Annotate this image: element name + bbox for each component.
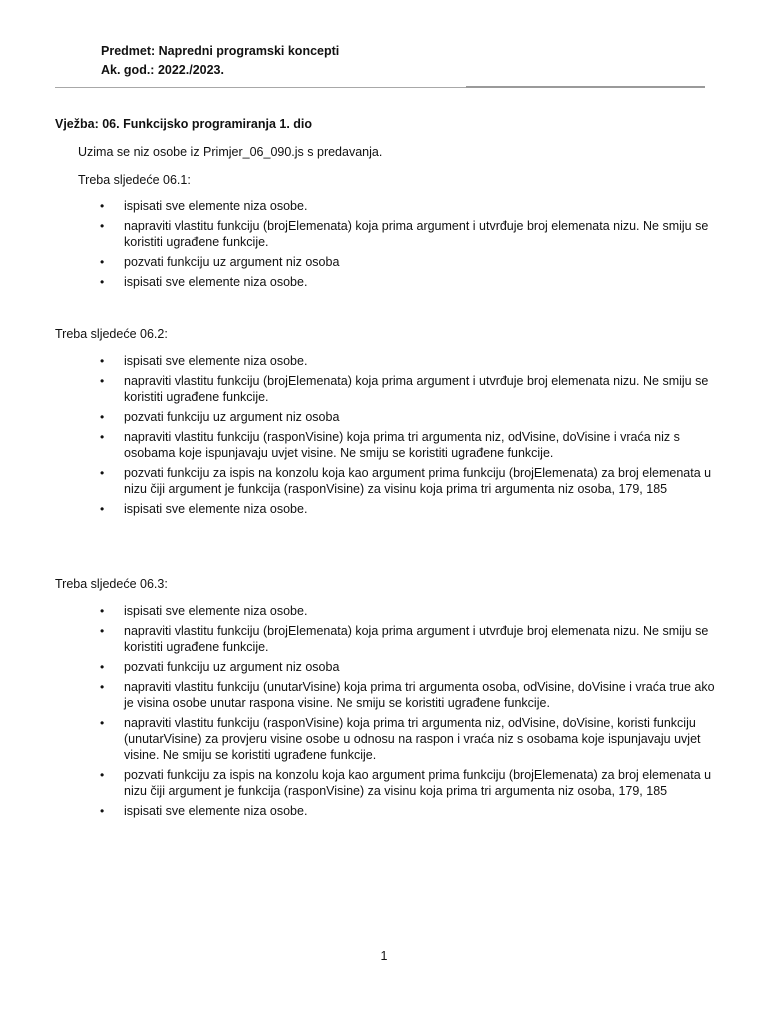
bullet-icon: • xyxy=(100,199,105,213)
bullet-icon: • xyxy=(100,354,105,368)
list-item-text: napraviti vlastitu funkciju (rasponVisine) koja prima tri argumenta niz, odVisine, doVisine, koristi funkciju (unutarVisine) za provjeru visine osobe u odnosu na raspon i vraća niz s osobama koje ispunjavaju uvjet visine. Ne smiju se koristiti ugrađene funkcije. xyxy=(124,716,701,762)
list-item-text: ispisati sve elemente niza osobe. xyxy=(124,804,308,818)
task-list-06-1 xyxy=(100,198,720,294)
bullet-icon: • xyxy=(100,680,105,694)
list-item-text: napraviti vlastitu funkciju (brojElemenata) koja prima argument i utvrđuje broj elemenata nizu. Ne smiju se koristiti ugrađene funkcije. xyxy=(124,374,709,404)
list-item xyxy=(100,659,720,675)
list-item xyxy=(100,501,720,517)
header-divider-accent xyxy=(466,86,705,88)
bullet-icon: • xyxy=(100,430,105,444)
task-list-06-2 xyxy=(100,353,720,521)
course-name: Predmet: Napredni programski koncepti xyxy=(101,44,340,58)
list-item-text: napraviti vlastitu funkciju (unutarVisine) koja prima tri argumenta osoba, odVisine, doVisine i vraća true ako je visina osobe unutar raspona visine. Ne smiju se koristiti ugrađene funkcije. xyxy=(124,680,715,710)
list-item xyxy=(100,465,720,497)
bullet-icon: • xyxy=(100,255,105,269)
list-item xyxy=(100,803,720,819)
list-item-text: ispisati sve elemente niza osobe. xyxy=(124,354,308,368)
bullet-icon: • xyxy=(100,660,105,674)
list-item-text: ispisati sve elemente niza osobe. xyxy=(124,275,308,289)
bullet-icon: • xyxy=(100,219,105,233)
list-item-text: napraviti vlastitu funkciju (rasponVisine) koja prima tri argumenta niz, odVisine, doVisine i vraća niz s osobama koje ispunjavaju uvjet visine. Ne smiju se koristiti ugrađene funkcije. xyxy=(124,430,680,460)
page-number: 1 xyxy=(380,949,388,963)
exercise-title: Vježba: 06. Funkcijsko programiranja 1. dio xyxy=(55,117,313,131)
list-item-text: pozvati funkciju za ispis na konzolu koja kao argument prima funkciju (brojElemenata) za broj elemenata u nizu čiji argument je funkcija (rasponVisine) za visinu koja prima tri argumenta niz osoba, 179, 185 xyxy=(124,466,712,496)
section-heading-06-1: Treba sljedeće 06.1: xyxy=(78,173,191,187)
list-item-text: pozvati funkciju uz argument niz osoba xyxy=(124,255,340,269)
bullet-icon: • xyxy=(100,502,105,516)
list-item xyxy=(100,198,720,214)
list-item xyxy=(100,373,720,405)
bullet-icon: • xyxy=(100,275,105,289)
list-item xyxy=(100,679,720,711)
list-item-text: pozvati funkciju uz argument niz osoba xyxy=(124,410,340,424)
list-item xyxy=(100,274,720,290)
academic-year: Ak. god.: 2022./2023. xyxy=(101,63,224,77)
bullet-icon: • xyxy=(100,804,105,818)
list-item-text: napraviti vlastitu funkciju (brojElemenata) koja prima argument i utvrđuje broj elemenata nizu. Ne smiju se koristiti ugrađene funkcije. xyxy=(124,219,709,249)
list-item-text: napraviti vlastitu funkciju (brojElemenata) koja prima argument i utvrđuje broj elemenata nizu. Ne smiju se koristiti ugrađene funkcije. xyxy=(124,624,709,654)
bullet-icon: • xyxy=(100,716,105,730)
list-item xyxy=(100,409,720,425)
list-item xyxy=(100,623,720,655)
list-item-text: pozvati funkciju uz argument niz osoba xyxy=(124,660,340,674)
list-item xyxy=(100,715,720,763)
list-item xyxy=(100,767,720,799)
list-item xyxy=(100,429,720,461)
list-item-text: ispisati sve elemente niza osobe. xyxy=(124,604,308,618)
list-item xyxy=(100,353,720,369)
bullet-icon: • xyxy=(100,466,105,480)
bullet-icon: • xyxy=(100,374,105,388)
list-item xyxy=(100,218,720,250)
document-header xyxy=(101,42,339,80)
section-heading-06-2: Treba sljedeće 06.2: xyxy=(55,327,168,341)
bullet-icon: • xyxy=(100,604,105,618)
list-item xyxy=(100,603,720,619)
bullet-icon: • xyxy=(100,768,105,782)
list-item-text: ispisati sve elemente niza osobe. xyxy=(124,199,308,213)
section-heading-06-3: Treba sljedeće 06.3: xyxy=(55,577,168,591)
list-item-text: pozvati funkciju za ispis na konzolu koja kao argument prima funkciju (brojElemenata) za broj elemenata u nizu čiji argument je funkcija (rasponVisine) za visinu koja prima tri argumenta niz osoba, 179, 185 xyxy=(124,768,712,798)
bullet-icon: • xyxy=(100,410,105,424)
task-list-06-3 xyxy=(100,603,720,823)
list-item-text: ispisati sve elemente niza osobe. xyxy=(124,502,308,516)
list-item xyxy=(100,254,720,270)
bullet-icon: • xyxy=(100,624,105,638)
intro-paragraph: Uzima se niz osobe iz Primjer_06_090.js s predavanja. xyxy=(78,145,383,159)
